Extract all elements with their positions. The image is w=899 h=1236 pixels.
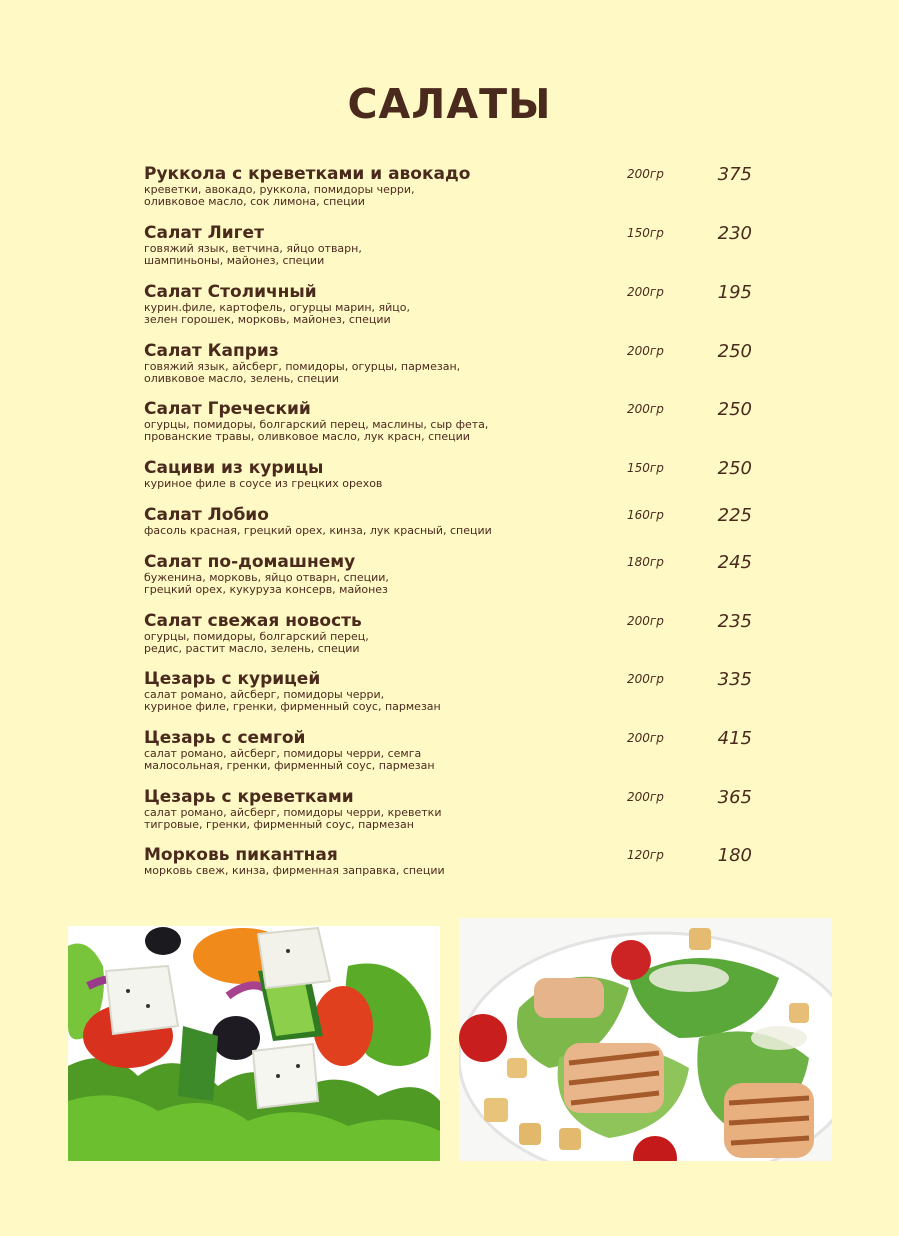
item-price: 335 (717, 669, 752, 690)
item-name: Салат Столичный (144, 282, 317, 302)
item-description: буженина, морковь, яйцо отварн, специи, грецкий орех, кукуруза консерв, майонез (144, 571, 389, 596)
item-weight: 120гр (627, 848, 664, 862)
item-name: Салат Лобио (144, 505, 269, 525)
herb-speck (286, 949, 290, 953)
crouton (507, 1058, 527, 1078)
feta-cube (253, 1044, 318, 1108)
page-title: САЛАТЫ (347, 80, 552, 128)
item-weight: 150гр (627, 461, 664, 475)
item-weight: 200гр (627, 344, 664, 358)
item-price: 230 (717, 223, 752, 244)
parmesan (751, 1026, 807, 1050)
item-name: Морковь пикантная (144, 845, 338, 865)
item-weight: 200гр (627, 614, 664, 628)
item-description: салат романо, айсберг, помидоры черри, креветки тигровые, гренки, фирменный соус, пармезан (144, 806, 442, 831)
item-name: Салат Лигет (144, 223, 264, 243)
item-weight: 180гр (627, 555, 664, 569)
cherry-tomato (459, 1014, 507, 1062)
item-weight: 200гр (627, 167, 664, 181)
item-name: Сациви из курицы (144, 458, 324, 478)
herb-speck (296, 1064, 300, 1068)
item-price: 365 (717, 787, 752, 808)
item-weight: 200гр (627, 731, 664, 745)
item-price: 195 (717, 282, 752, 303)
item-weight: 160гр (627, 508, 664, 522)
greek-salad-illustration (68, 926, 440, 1161)
item-description: говяжий язык, ветчина, яйцо отварн, шампиньоны, майонез, специи (144, 242, 362, 267)
item-price: 250 (717, 399, 752, 420)
herb-speck (276, 1074, 280, 1078)
item-name: Салат Каприз (144, 341, 279, 361)
crouton (689, 928, 711, 950)
item-description: куриное филе в соусе из грецких орехов (144, 477, 383, 490)
item-name: Цезарь с семгой (144, 728, 306, 748)
item-weight: 200гр (627, 402, 664, 416)
item-price: 375 (717, 164, 752, 185)
herb-speck (146, 1004, 150, 1008)
greek-salad-photo (68, 926, 440, 1161)
item-description: фасоль красная, грецкий орех, кинза, лук красный, специи (144, 524, 492, 537)
caesar-salad-illustration (459, 918, 832, 1161)
item-description: говяжий язык, айсберг, помидоры, огурцы, пармезан, оливковое масло, зелень, специи (144, 360, 461, 385)
crouton (484, 1098, 508, 1122)
item-name: Руккола с креветками и авокадо (144, 164, 471, 184)
item-price: 245 (717, 552, 752, 573)
item-name: Цезарь с креветками (144, 787, 354, 807)
item-name: Цезарь с курицей (144, 669, 321, 689)
olive (145, 927, 181, 955)
item-description: салат романо, айсберг, помидоры черри, куриное филе, гренки, фирменный соус, пармезан (144, 688, 441, 713)
item-description: морковь свеж, кинза, фирменная заправка, специи (144, 864, 445, 877)
item-price: 250 (717, 341, 752, 362)
crouton (789, 1003, 809, 1023)
crouton (559, 1128, 581, 1150)
feta-cube (258, 928, 330, 988)
caesar-salad-photo (459, 918, 832, 1161)
item-price: 415 (717, 728, 752, 749)
item-price: 180 (717, 845, 752, 866)
item-weight: 150гр (627, 226, 664, 240)
item-price: 225 (717, 505, 752, 526)
item-name: Салат свежая новость (144, 611, 362, 631)
feta-cube (106, 966, 178, 1034)
item-name: Салат Греческий (144, 399, 311, 419)
item-description: огурцы, помидоры, болгарский перец, маслины, сыр фета, прованские травы, оливковое масло, лук красн, специи (144, 418, 489, 443)
item-price: 250 (717, 458, 752, 479)
item-weight: 200гр (627, 790, 664, 804)
item-description: креветки, авокадо, руккола, помидоры черри, оливковое масло, сок лимона, специи (144, 183, 415, 208)
item-name: Салат по-домашнему (144, 552, 356, 572)
cherry-tomato (611, 940, 651, 980)
parmesan (649, 964, 729, 992)
crouton (519, 1123, 541, 1145)
herb-speck (126, 989, 130, 993)
tomato (313, 986, 373, 1066)
cucumber (178, 1026, 218, 1101)
item-weight: 200гр (627, 672, 664, 686)
item-description: огурцы, помидоры, болгарский перец, редис, растит масло, зелень, специи (144, 630, 369, 655)
item-description: курин.филе, картофель, огурцы марин, яйцо, зелен горошек, морковь, майонез, специи (144, 301, 411, 326)
grilled-chicken (534, 978, 604, 1018)
item-description: салат романо, айсберг, помидоры черри, семга малосольная, гренки, фирменный соус, пармезан (144, 747, 435, 772)
item-price: 235 (717, 611, 752, 632)
item-weight: 200гр (627, 285, 664, 299)
